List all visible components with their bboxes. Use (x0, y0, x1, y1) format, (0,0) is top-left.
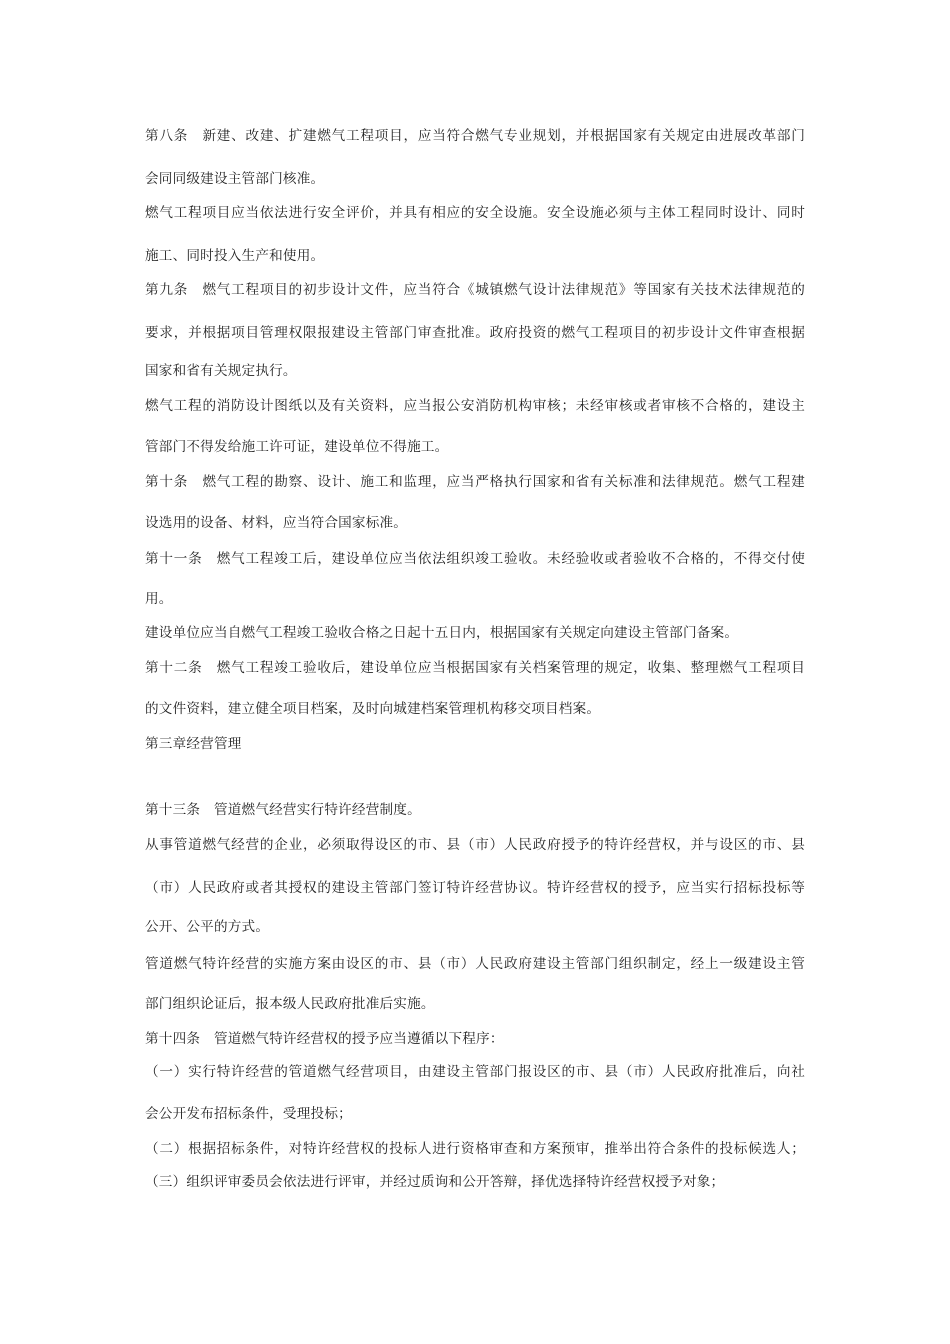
text-line: 施工、同时投入生产和使用。 (145, 248, 325, 264)
text-line: 要求，并根据项目管理权限报建设主管部门审查批准。政府投资的燃气工程项目的初步设计文件审查根据 (145, 325, 805, 341)
text-line: 第十二条 燃气工程竣工验收后，建设单位应当根据国家有关档案管理的规定，收集、整理燃气工程项目 (145, 660, 805, 676)
text-line: 的文件资料，建立健全项目档案，及时向城建档案管理机构移交项目档案。 (145, 701, 601, 717)
text-line: 管道燃气特许经营的实施方案由设区的市、县（市）人民政府建设主管部门组织制定，经上一级建设主管 (145, 956, 805, 972)
text-line: 建设单位应当自燃气工程竣工验收合格之日起十五日内，根据国家有关规定向建设主管部门备案。 (145, 625, 739, 641)
text-line: （一）实行特许经营的管道燃气经营项目，由建设主管部门报设区的市、县（市）人民政府批准后，向社 (145, 1064, 805, 1080)
text-line: 第九条 燃气工程项目的初步设计文件，应当符合《城镇燃气设计法律规范》等国家有关技术法律规范的 (145, 282, 805, 298)
text-line: 燃气工程的消防设计图纸以及有关资料，应当报公安消防机构审核；未经审核或者审核不合格的，建设主 (145, 398, 805, 414)
text-line: 国家和省有关规定执行。 (145, 363, 297, 379)
text-line: 会公开发布招标条件，受理投标； (145, 1106, 352, 1122)
text-line: （三）组织评审委员会依法进行评审，并经过质询和公开答辩，择优选择特许经营权授予对象； (145, 1174, 725, 1190)
text-line: （市）人民政府或者其授权的建设主管部门签订特许经营协议。特许经营权的授予，应当实行招标投标等 (145, 880, 805, 896)
text-line: 第十三条 管道燃气经营实行特许经营制度。 (145, 802, 421, 818)
text-line: 部门组织论证后，报本级人民政府批准后实施。 (145, 996, 435, 1012)
text-line: 公开、公平的方式。 (145, 919, 270, 935)
text-line: 第十一条 燃气工程竣工后，建设单位应当依法组织竣工验收。未经验收或者验收不合格的，不得交付使 (145, 551, 805, 567)
chapter-heading: 第三章经营管理 (145, 736, 242, 752)
text-line: 管部门不得发给施工许可证，建设单位不得施工。 (145, 439, 449, 455)
text-line: 第十条 燃气工程的勘察、设计、施工和监理，应当严格执行国家和省有关标准和法律规范。燃气工程建 (145, 474, 805, 490)
text-line: 第八条 新建、改建、扩建燃气工程项目，应当符合燃气专业规划，并根据国家有关规定由进展改革部门 (145, 128, 805, 144)
text-line: 设选用的设备、材料，应当符合国家标准。 (145, 515, 408, 531)
text-line: 用。 (145, 591, 173, 607)
text-line: 会同同级建设主管部门核准。 (145, 171, 325, 187)
text-line: 燃气工程项目应当依法进行安全评价，并具有相应的安全设施。安全设施必须与主体工程同时设计、同时 (145, 205, 805, 221)
text-line: 从事管道燃气经营的企业，必须取得设区的市、县（市）人民政府授予的特许经营权，并与设区的市、县 (145, 837, 805, 853)
text-line: 第十四条 管道燃气特许经营权的授予应当遵循以下程序： (145, 1031, 504, 1047)
text-line: （二）根据招标条件，对特许经营权的投标人进行资格审查和方案预审，推举出符合条件的投标候选人； (145, 1141, 805, 1157)
